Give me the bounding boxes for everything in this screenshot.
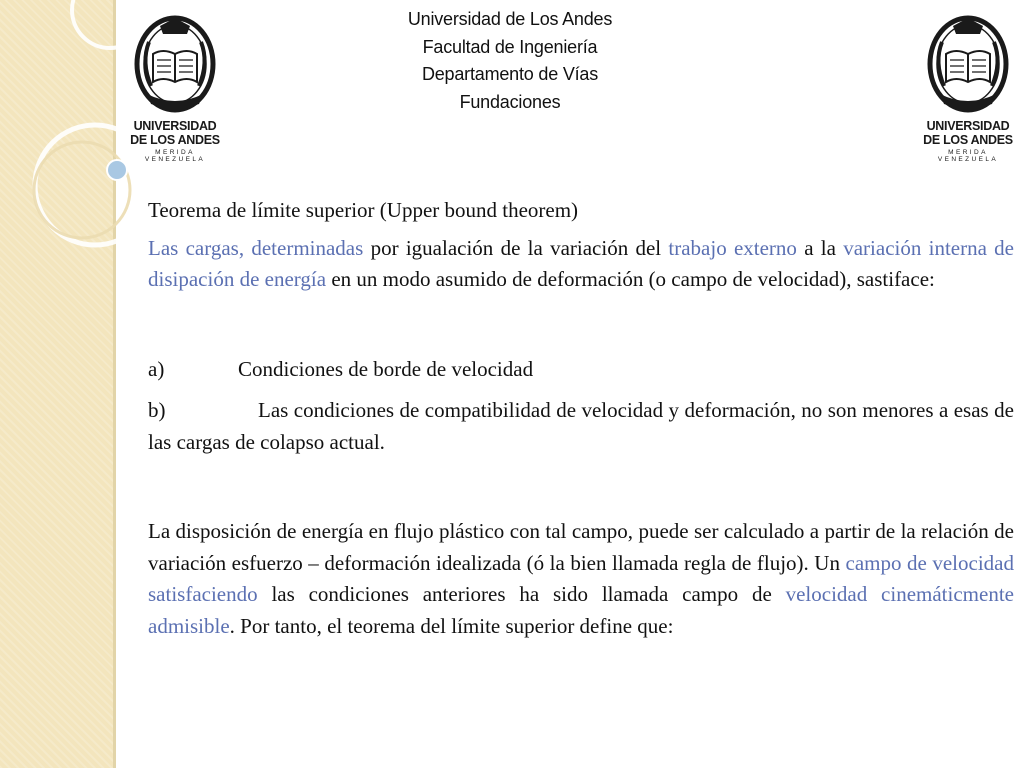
slide-title: Teorema de límite superior (Upper bound theorem)	[148, 198, 579, 222]
list-item-a	[148, 354, 1014, 386]
decorative-circles	[0, 0, 140, 330]
highlight-text: velocidad cinemáticmente admisible	[148, 582, 1014, 638]
logo-subtitle: MERIDA VENEZUELA	[937, 149, 999, 163]
logo-name-line1: UNIVERSIDAD	[926, 119, 1010, 133]
header-university: Universidad de Los Andes	[407, 9, 613, 29]
university-logo-right	[918, 12, 1018, 163]
logo-subtitle: MERIDA VENEZUELA	[144, 149, 206, 163]
slide-content	[148, 195, 1014, 642]
header-faculty: Facultad de Ingeniería	[422, 36, 598, 57]
body-text: . Por tanto, el teorema del límite superior define que:	[229, 613, 674, 638]
highlight-text: Las cargas, determinadas	[148, 235, 364, 260]
body-text: en un modo asumido de deformación (o campo de velocidad), sastiface:	[326, 267, 935, 291]
body-text: a la	[796, 235, 844, 260]
body-text: las condiciones anteriores ha sido llamada campo de	[257, 582, 786, 606]
university-logo-left	[125, 12, 225, 163]
logo-name-line2: DE LOS ANDES	[923, 133, 1013, 147]
header-course: Fundaciones	[459, 91, 561, 112]
highlight-text: trabajo externo	[668, 235, 797, 260]
paragraph-1	[148, 233, 1014, 296]
list-item-label: a)	[148, 356, 165, 381]
seal-icon	[125, 12, 225, 114]
list-item-text: Las condiciones de compatibilidad de velocidad y deformación, no son menores a esas de las cargas de colapso actual.	[148, 398, 1014, 454]
list-item-label: b)	[148, 398, 166, 422]
highlight-text: campo de velocidad satisfaciendo	[148, 550, 1014, 606]
list-item-b	[148, 395, 1014, 458]
paragraph-2	[148, 516, 1014, 642]
highlight-text: variación interna de disipación de energía	[148, 235, 1014, 291]
body-text: por igualación de la variación del	[363, 235, 669, 260]
seal-icon	[918, 12, 1018, 114]
list-item-text: Condiciones de borde de velocidad	[238, 356, 534, 381]
header-department: Departamento de Vías	[421, 64, 599, 84]
logo-name-line2: DE LOS ANDES	[130, 133, 220, 147]
body-text: La disposición de energía en flujo plástico con tal campo, puede ser calculado a partir de la relación de variación esfuerzo – deformación idealizada (ó la bien llamada regla de flujo). Un	[148, 519, 1014, 575]
header	[330, 6, 690, 116]
logo-name-line1: UNIVERSIDAD	[133, 119, 217, 133]
